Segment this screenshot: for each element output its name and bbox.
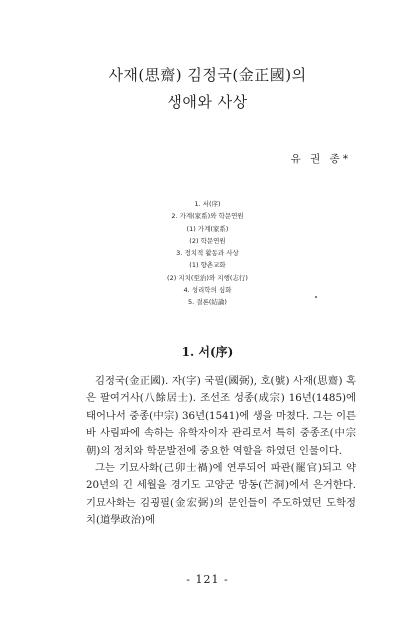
toc-item: 4. 성리학의 심화 xyxy=(183,286,232,295)
print-speck xyxy=(315,296,317,298)
toc-item: (1) 가계(家系) xyxy=(186,224,229,233)
toc-item: 1. 서(序) xyxy=(194,200,221,208)
paragraph: 김정국(金正國). 자(字) 국필(國弼), 호(號) 사재(思齋) 혹은 팔여거사(八餘居士). 조선조 성종(成宗) 16년(1485)에 태어나서 중종(中宗) 36년(1541)에 생을 마쳤다. 그는 이른바 사림파에 속하는 유학자이자 관리로서 특히 중종조(中宗朝)의 정치와 학문발전에 중요한 역할을 하였던 인물이다. xyxy=(86,375,356,457)
body-text xyxy=(86,373,356,530)
author-name: 유 권 종* xyxy=(290,153,351,165)
toc-item: (2) 학문연원 xyxy=(189,236,226,245)
toc-item: 3. 정치적 활동과 사상 xyxy=(176,249,239,258)
toc-item: (1) 향촌교화 xyxy=(189,261,226,270)
article-title-line-1: 사재(思齋) 김정국(金正國)의 xyxy=(108,66,307,84)
toc-item: 5. 결론(結論) xyxy=(188,298,227,307)
toc-item: (2) 지치(至治)와 지행(志行) xyxy=(167,273,248,282)
table-of-contents xyxy=(0,198,415,309)
article-title-line-2: 생애와 사상 xyxy=(167,93,248,111)
paragraph: 그는 기묘사화(己卯士禍)에 연루되어 파관(罷官)되고 약 20년의 긴 세월을 경기도 고양군 망동(芒洞)에서 은거한다. 기묘사화는 김굉필(金宏弼)의 문인들이 주도하였던 도학정치(道學政治)에 xyxy=(86,462,356,527)
section-heading: 1. 서(序) xyxy=(181,345,234,359)
toc-item: 2. 가계(家系)와 학문연원 xyxy=(171,212,244,221)
page-number: - 121 - xyxy=(186,573,229,586)
